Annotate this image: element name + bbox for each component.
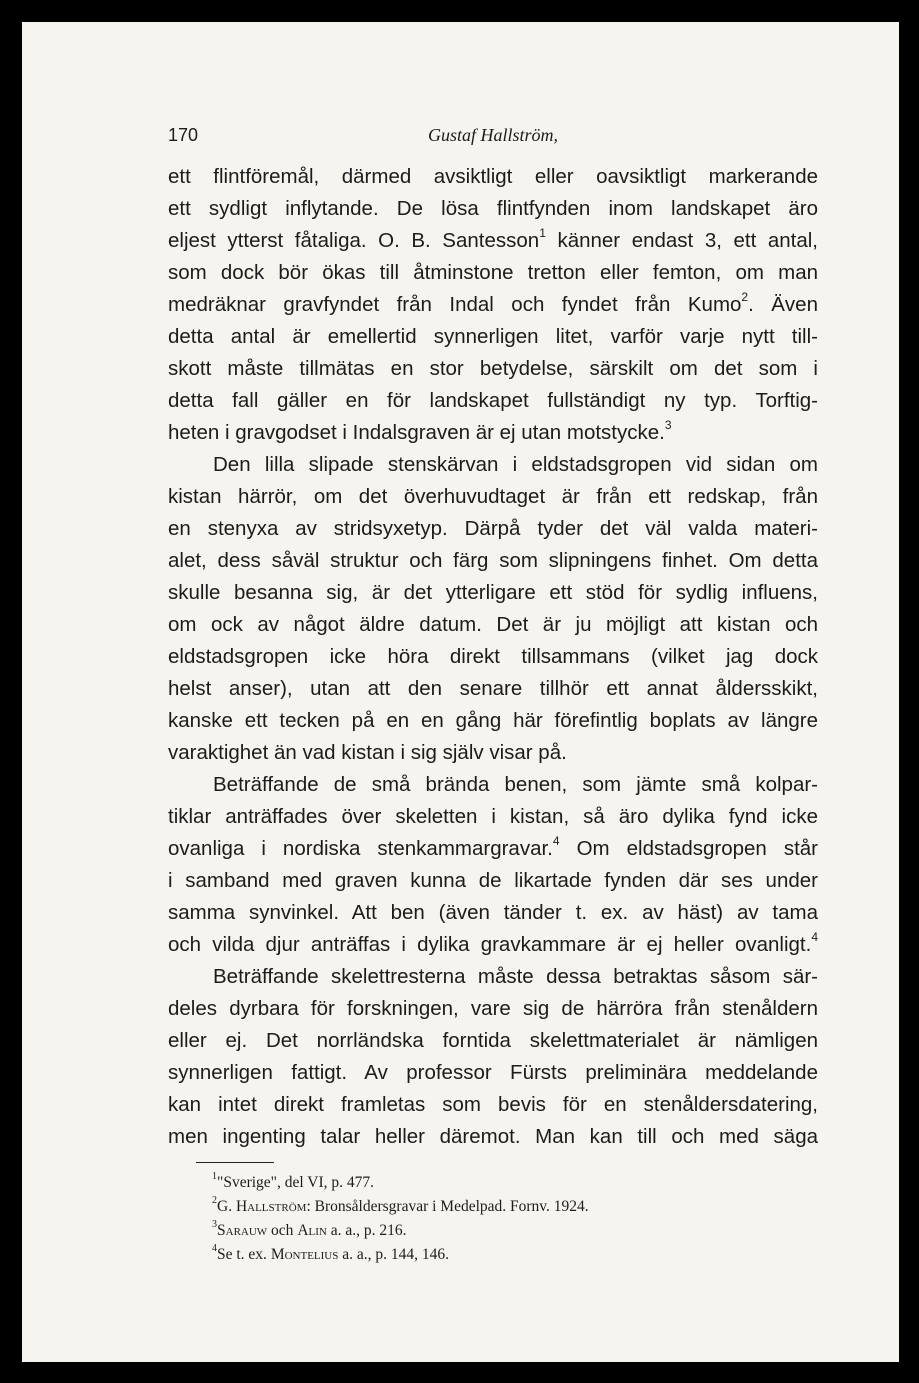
text-line: detta fall gäller en för landskapet fullständigt ny typ. Torftig- bbox=[168, 389, 818, 412]
text-line: helst anser), utan att den senare tillhör ett annat åldersskikt, bbox=[168, 677, 818, 700]
text-line: kistan härrör, om det överhuvudtaget är från ett redskap, från bbox=[168, 485, 818, 508]
text-line: som dock bör ökas till åtminstone tretton eller femton, om man bbox=[168, 261, 818, 284]
page-header bbox=[168, 125, 818, 149]
text-line: alet, dess såväl struktur och färg som slipningens finhet. Om detta bbox=[168, 549, 818, 572]
text-line: skulle besanna sig, är det ytterligare ett stöd för sydlig influens, bbox=[168, 581, 818, 604]
text-line: och vilda djur anträffas i dylika gravkammare är ej heller ovanligt.$^4$ bbox=[168, 930, 818, 956]
text-line: om ock av något äldre datum. Det är ju möjligt att kistan och bbox=[168, 613, 818, 636]
text-line: tiklar anträffades över skeletten i kistan, så äro dylika fynd icke bbox=[168, 805, 818, 828]
text-line: i samband med graven kunna de likartade fynden där ses under bbox=[168, 869, 818, 892]
footnote-3: $^3$Sarauw och Alin a. a., p. 216. bbox=[212, 1219, 407, 1239]
text-line: heten i gravgodset i Indalsgraven är ej utan motstycke.$^3$ bbox=[168, 418, 672, 444]
text-line: kan intet direkt framletas som bevis för en stenåldersdatering, bbox=[168, 1093, 818, 1116]
running-head: Gustaf Hallström, bbox=[427, 125, 559, 145]
text-line: eller ej. Det norrländska forntida skelettmaterialet är nämligen bbox=[168, 1029, 818, 1052]
text-line: ett sydligt inflytande. De lösa flintfynden inom landskapet äro bbox=[168, 197, 818, 220]
text-line: skott måste tillmätas en stor betydelse, särskilt om det som i bbox=[168, 357, 818, 380]
text-line: Beträffande de små brända benen, som jämte små kolpar- bbox=[213, 773, 818, 796]
text-line: Den lilla slipade stenskärvan i eldstadsgropen vid sidan om bbox=[213, 453, 818, 476]
footnote-1: $^1$"Sverige", del VI, p. 477. bbox=[212, 1171, 375, 1191]
text-line: ovanliga i nordiska stenkammargravar.$^4$ Om eldstadsgropen står bbox=[168, 834, 818, 860]
page-number: 170 bbox=[168, 125, 199, 145]
footnote-rule bbox=[196, 1162, 274, 1163]
text-line: kanske ett tecken på en en gång här förefintlig boplats av längre bbox=[168, 709, 818, 732]
text-line: ett flintföremål, därmed avsiktligt eller oavsiktligt markerande bbox=[168, 165, 818, 188]
footnote-4: $^4$Se t. ex. Montelius a. a., p. 144, 146. bbox=[212, 1243, 450, 1263]
text-line: Beträffande skelettresterna måste dessa betraktas såsom sär- bbox=[213, 965, 818, 988]
text-line: synnerligen fattigt. Av professor Fürsts preliminära meddelande bbox=[168, 1061, 818, 1084]
text-line: varaktighet än vad kistan i sig själv visar på. bbox=[168, 741, 567, 764]
text-line: medräknar gravfyndet från Indal och fyndet från Kumo$^2$. Även bbox=[168, 290, 818, 316]
text-line: deles dyrbara för forskningen, vare sig de härröra från stenåldern bbox=[168, 997, 818, 1020]
text-line: detta antal är emellertid synnerligen litet, varför varje nytt till- bbox=[168, 325, 818, 348]
text-line: samma synvinkel. Att ben (även tänder t. ex. av häst) av tama bbox=[168, 901, 818, 924]
text-line: eldstadsgropen icke höra direkt tillsammans (vilket jag dock bbox=[168, 645, 818, 668]
text-line: en stenyxa av stridsyxetyp. Därpå tyder det väl valda materi- bbox=[168, 517, 818, 540]
text-line: men ingenting talar heller däremot. Man kan till och med säga bbox=[168, 1125, 818, 1148]
text-line: eljest ytterst fåtaliga. O. B. Santesson$^1$ känner endast 3, ett antal, bbox=[168, 226, 818, 252]
footnote-2: $^2$G. Hallström: Bronsåldersgravar i Medelpad. Fornv. 1924. bbox=[212, 1195, 589, 1215]
